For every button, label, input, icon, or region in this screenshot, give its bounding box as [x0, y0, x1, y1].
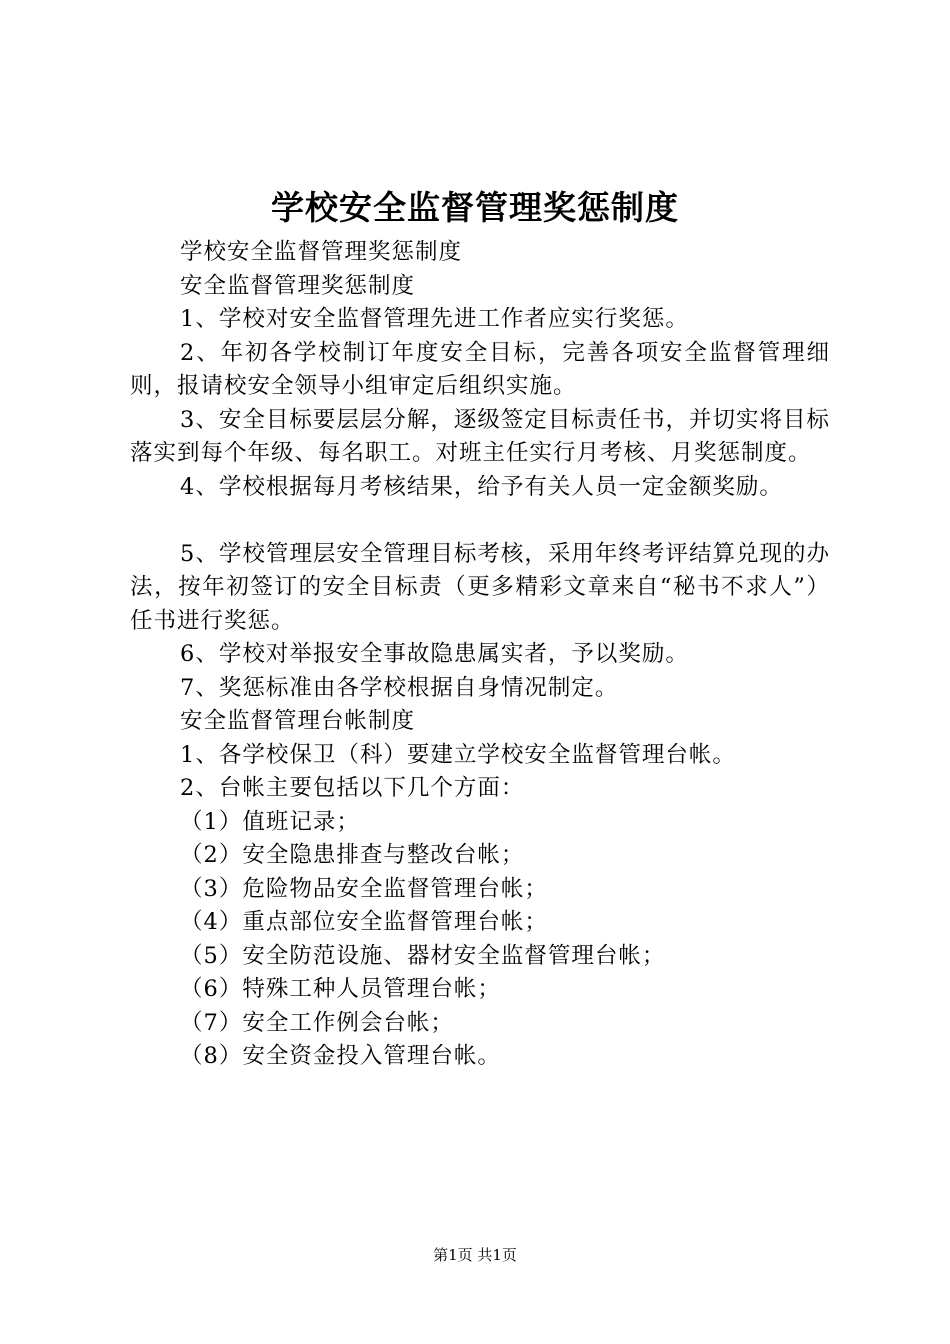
- list-item: （1）值班记录；: [180, 808, 360, 835]
- list-item: （7）安全工作例会台帐；: [180, 1009, 454, 1036]
- list-item: （2）安全隐患排查与整改台帐；: [180, 842, 525, 868]
- paragraph-item-6: 6、学校对举报安全事故隐患属实者，予以奖励。: [180, 641, 689, 667]
- paragraph-item-7: 7、奖惩标准由各学校根据自身情况制定。: [180, 674, 619, 701]
- list-item: （3）危险物品安全监督管理台帐；: [180, 875, 548, 902]
- page-number: 第1页 共1页: [433, 1246, 517, 1264]
- section-heading-rewards: 安全监督管理奖惩制度: [180, 272, 416, 299]
- paragraph-item-3: 3、安全目标要层层分解，逐级签定目标责任书，并切实将目标落实到每个年级、每名职工。对班主任实行月考核、月奖惩制度。: [130, 406, 830, 466]
- paragraph-subtitle: 学校安全监督管理奖惩制度: [180, 239, 463, 265]
- paragraph-item-1: 1、学校对安全监督管理先进工作者应实行奖惩。: [180, 306, 689, 332]
- list-item: （8）安全资金投入管理台帐。: [180, 1043, 501, 1069]
- paragraph-item-4: 4、学校根据每月考核结果，给予有关人员一定金额奖励。: [180, 473, 783, 500]
- list-item: （5）安全防范设施、器材安全监督管理台帐；: [180, 942, 666, 969]
- paragraph-ledger-1: 1、各学校保卫（科）要建立学校安全监督管理台帐。: [180, 741, 736, 768]
- list-item: （6）特殊工种人员管理台帐；: [180, 976, 501, 1002]
- paragraph-item-2: 2、年初各学校制订年度安全目标，完善各项安全监督管理细则，报请校安全领导小组审定后组织实施。: [130, 339, 830, 399]
- document-body: [130, 236, 830, 1074]
- section-heading-ledger: 安全监督管理台帐制度: [180, 708, 416, 734]
- paragraph-ledger-2: 2、台帐主要包括以下几个方面：: [180, 775, 525, 801]
- paragraph-item-5: 5、学校管理层安全管理目标考核，采用年终考评结算兑现的办法，按年初签订的安全目标责（更多精彩文章来自“秘书不求人”）任书进行奖惩。: [130, 540, 830, 634]
- document-title: 学校安全监督管理奖惩制度: [271, 188, 679, 227]
- list-item: （4）重点部位安全监督管理台帐；: [180, 909, 548, 935]
